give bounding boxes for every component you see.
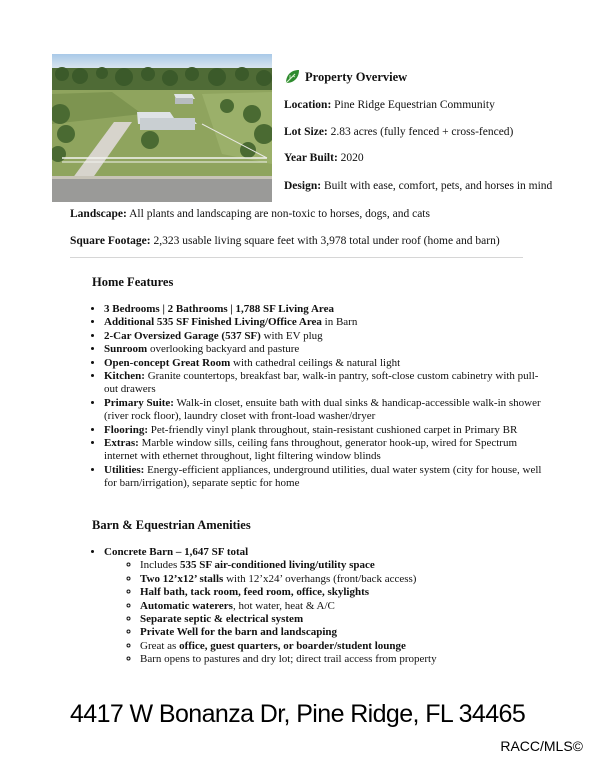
section-divider: [70, 257, 523, 258]
barn-sub-item: [140, 586, 544, 599]
landscape-line: [70, 208, 430, 220]
barn-sub-item-pre: Great as: [140, 639, 180, 652]
square-footage-value: 2,323 usable living square feet with 3,978 total under roof (home and barn): [153, 235, 500, 247]
overview-title-text: Property Overview: [305, 69, 408, 84]
feature-item: [104, 424, 544, 437]
feature-item: [104, 464, 544, 491]
feature-item: [104, 303, 544, 316]
location-line: [284, 99, 495, 111]
feature-item-label: Flooring:: [104, 423, 148, 436]
feature-item: [104, 330, 544, 343]
barn-sub-item: [140, 653, 544, 666]
barn-sub-item-bold: Two 12’x12’ stalls: [140, 572, 224, 585]
lot-size-value: 2.83 acres (fully fenced + cross-fenced): [330, 126, 514, 138]
barn-list: [88, 546, 544, 667]
feature-item: [104, 316, 544, 329]
year-built-line: [284, 152, 364, 164]
feature-item-label: Utilities:: [104, 463, 145, 476]
feature-item-label: Primary Suite:: [104, 396, 174, 409]
barn-sub-list: [104, 559, 544, 666]
mls-watermark: RACC/MLS©: [500, 738, 583, 754]
barn-sub-item: [140, 600, 544, 613]
barn-main-item-text: Concrete Barn – 1,647 SF total: [104, 546, 249, 558]
home-features-heading: Home Features: [92, 275, 174, 289]
feature-item-label: Kitchen:: [104, 370, 145, 383]
location-label: Location:: [284, 99, 332, 111]
feature-item-label: 2-Car Oversized Garage (537 SF): [104, 329, 261, 342]
property-address: 4417 W Bonanza Dr, Pine Ridge, FL 34465: [70, 700, 526, 728]
design-value: Built with ease, comfort, pets, and horses in mind: [323, 180, 553, 192]
property-overview: [284, 66, 584, 192]
barn-sub-item-bold: Separate septic & electrical system: [140, 613, 304, 626]
barn-sub-item: [140, 613, 544, 626]
barn-sub-item-pre: Includes: [140, 559, 181, 572]
barn-sub-item-bold: office, guest quarters, or boarder/student lounge: [179, 639, 406, 652]
feature-item: [104, 437, 544, 464]
barn-sub-item-bold: 535 SF air-conditioned living/utility space: [180, 559, 375, 572]
feature-item: [104, 357, 544, 370]
barn-sub-item: [140, 573, 544, 586]
barn-sub-item-bold: Automatic waterers: [140, 599, 233, 612]
feature-item-text: with EV plug: [260, 329, 323, 342]
square-footage-label: Square Footage:: [70, 235, 151, 247]
feature-item: [104, 343, 544, 356]
feature-item-label: Additional 535 SF Finished Living/Office Area: [104, 316, 322, 329]
barn-sub-item-text: with 12’x24’ overhangs (front/back access): [223, 572, 417, 585]
feature-item-text: overlooking backyard and pasture: [147, 343, 300, 356]
home-features-list: [88, 303, 544, 491]
barn-sub-item: [140, 626, 544, 639]
feature-item-label: Extras:: [104, 437, 139, 450]
barn-sub-item-bold: Half bath, tack room, feed room, office, skylights: [140, 586, 370, 599]
feature-item-text: Marble window sills, ceiling fans throughout, generator hook-up, wired for Spectrum internet with ethernet throughout, light filtering window blinds: [104, 437, 518, 463]
feature-item: [104, 397, 544, 424]
barn-sub-item: [140, 640, 544, 653]
barn-sub-item: [140, 559, 544, 572]
feature-item-label: 3 Bedrooms | 2 Bathrooms | 1,788 SF Living Area: [104, 303, 334, 315]
barn-heading: Barn & Equestrian Amenities: [92, 518, 251, 532]
barn-sub-item-text: , hot water, heat & A/C: [232, 599, 335, 612]
year-built-value: 2020: [340, 152, 364, 164]
square-footage-line: [70, 235, 500, 247]
location-value: Pine Ridge Equestrian Community: [334, 99, 495, 111]
feature-item-text: Granite countertops, breakfast bar, walk-in pantry, soft-close custom cabinetry with pull-out drawers: [104, 370, 539, 396]
feature-item-label: Open-concept Great Room: [104, 356, 231, 369]
overview-title: [284, 66, 584, 88]
feature-item-text: Walk-in closet, ensuite bath with dual sinks & handicap-accessible walk-in shower (river rock floor), laundry closet with front-load washer/dryer: [104, 396, 541, 423]
feature-item-text: with cathedral ceilings & natural light: [230, 356, 401, 369]
design-label: Design:: [284, 180, 322, 192]
aerial-property-photo: [52, 54, 272, 202]
feature-item: [104, 370, 544, 397]
lot-size-label: Lot Size:: [284, 126, 328, 138]
barn-sub-item-bold: Private Well for the barn and landscaping: [140, 626, 338, 639]
feature-item-label: Sunroom: [104, 343, 148, 356]
leaf-icon: [284, 69, 300, 85]
aerial-photo-graphic: [52, 54, 272, 202]
landscape-value: All plants and landscaping are non-toxic to horses, dogs, and cats: [129, 208, 430, 220]
year-built-label: Year Built:: [284, 152, 338, 164]
lot-size-line: [284, 126, 513, 138]
feature-item-text: Energy-efficient appliances, underground utilities, dual water system (city for house, well for barn/irrigation), separate septic for home: [104, 463, 542, 490]
design-line: [284, 180, 552, 192]
feature-item-text: Pet-friendly vinyl plank throughout, stain-resistant cushioned carpet in Primary BR: [148, 423, 518, 436]
barn-sub-item-pre: Barn opens to pastures and dry lot; direct trail access from property: [140, 653, 437, 666]
landscape-label: Landscape:: [70, 208, 127, 220]
barn-main-item: [104, 546, 544, 667]
feature-item-text: in Barn: [321, 316, 358, 329]
